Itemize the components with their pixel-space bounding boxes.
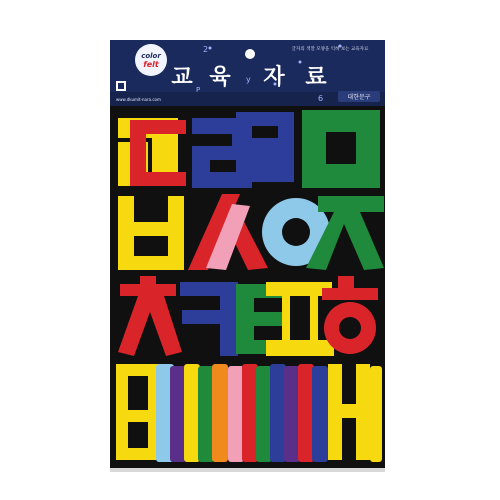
hieut-ring-hole [339, 317, 361, 339]
decor-dot [299, 61, 302, 64]
felt-letter-pieup-gap [290, 296, 310, 340]
title-char-1: 교 [171, 65, 193, 90]
package-header [110, 40, 385, 106]
decor-dot [209, 47, 212, 50]
qr-code-inner [118, 83, 124, 89]
felt-strip-purple-2 [284, 366, 300, 462]
felt-strip-green-2 [256, 366, 272, 462]
brand-badge-line1: color [141, 52, 161, 60]
tagline: 글자의 색깔 모양을 익혀 보는 교육자료 [291, 47, 369, 52]
decor-symbol: 2 [203, 45, 209, 54]
title-char-4: 료 [305, 65, 327, 90]
felt-strip-red [242, 364, 258, 462]
felt-strip-red-2 [298, 364, 314, 462]
felt-strip-yellow [184, 364, 200, 462]
decor-symbol: 6 [318, 94, 324, 103]
small-print-line1: www.dkumit-nara.com [116, 97, 161, 102]
felt-strip-blue-2 [312, 366, 328, 462]
felt-letter-ieung-hole [282, 218, 310, 246]
felt-strip-orange [212, 364, 228, 462]
maker-logo: 대한문구 [347, 94, 371, 101]
felt-strip-pink [228, 366, 244, 462]
decor-symbol: P [196, 86, 201, 94]
package-bottom-edge [110, 468, 385, 472]
felt-strip-purple [170, 366, 186, 462]
hieut-top [338, 276, 354, 288]
brand-badge-line2: felt [143, 60, 159, 69]
felt-letter-rieul-back [236, 112, 294, 182]
felt-strip-green [198, 366, 214, 462]
title-char-2: 육 [209, 65, 231, 90]
felt-strip-blue [270, 364, 286, 462]
felt-letter-rieul-back-hole [252, 126, 278, 138]
hanging-hole [245, 49, 255, 59]
felt-strip-yellow-end [370, 366, 382, 462]
decor-symbol: y [246, 75, 251, 84]
title-char-3: 자 [263, 65, 285, 90]
hieut-bar [322, 288, 378, 300]
